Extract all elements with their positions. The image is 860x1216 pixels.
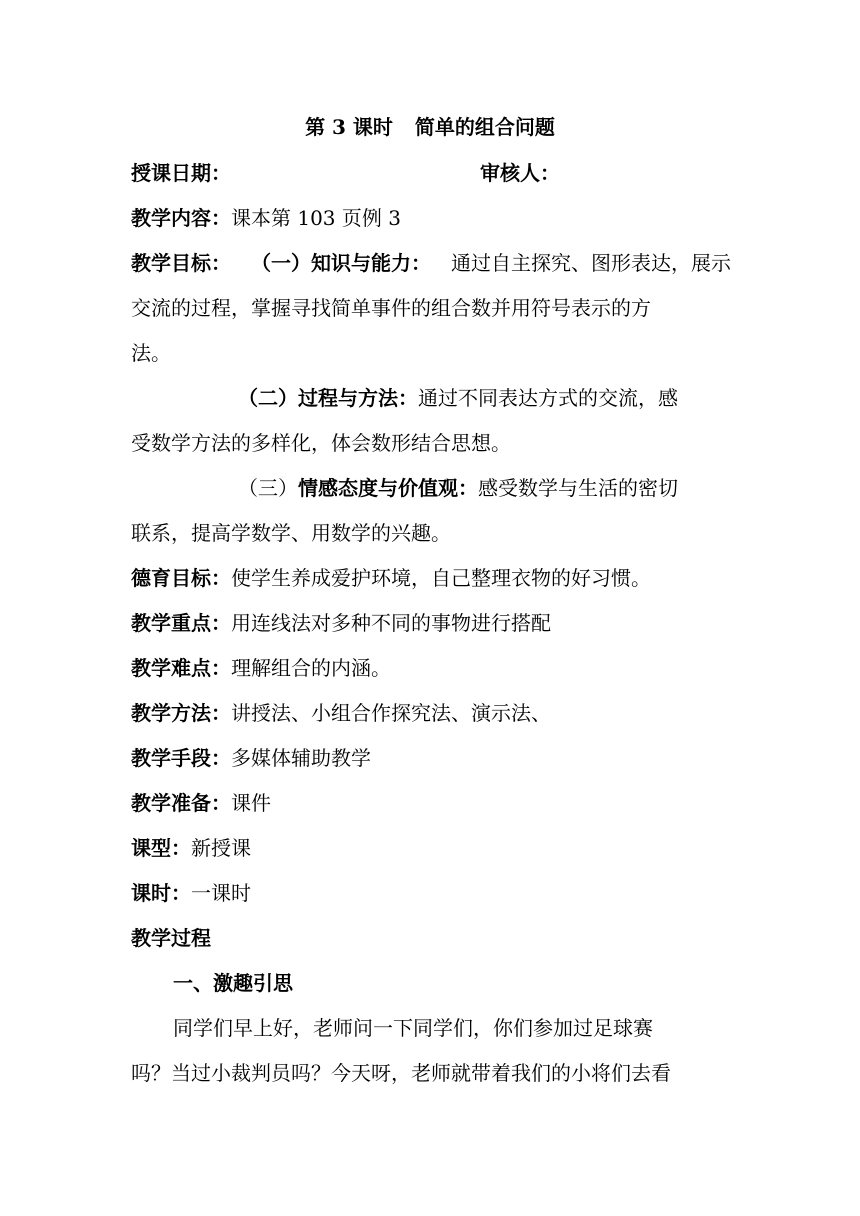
hours-label: 课时： (131, 881, 191, 905)
method-row (131, 698, 731, 728)
objective-2-label: （二）过程与方法： (238, 386, 418, 410)
moral-row (131, 563, 731, 593)
difficulty-value: 理解组合的内涵。 (231, 656, 391, 680)
objective-3-line-1 (238, 473, 731, 503)
section-heading: 一、激趣引思 (173, 971, 293, 995)
prep-value: 课件 (231, 791, 271, 815)
difficulty-label: 教学难点： (131, 656, 231, 680)
means-value: 多媒体辅助教学 (231, 746, 371, 770)
reviewer-label: 审核人： (480, 161, 560, 185)
content-value: 课本第 103 页例 3 (231, 206, 401, 230)
objective-3-text: 感受数学与生活的密切 (478, 476, 678, 500)
objectives-line-3 (131, 338, 731, 368)
paragraph-line-1: 同学们早上好，老师问一下同学们，你们参加过足球赛 (173, 1016, 653, 1040)
objective-1-label: （一）知识与能力： (251, 251, 431, 275)
objective-2-text: 通过不同表达方式的交流，感 (418, 386, 678, 410)
prep-row (131, 788, 731, 818)
hours-row (131, 878, 731, 908)
type-row (131, 833, 731, 863)
prep-label: 教学准备： (131, 791, 231, 815)
hours-value: 一课时 (191, 881, 251, 905)
lesson-number: 第 3 课时 (305, 115, 393, 139)
objectives-line-1 (131, 248, 731, 278)
lesson-title (0, 112, 860, 142)
meta-row (131, 158, 731, 188)
content-row (131, 203, 731, 233)
objective-3-prefix: （三） (238, 476, 298, 500)
objective-3-text-cont: 联系，提高学数学、用数学的兴趣。 (131, 521, 451, 545)
method-label: 教学方法： (131, 701, 231, 725)
date-label: 授课日期： (131, 161, 231, 185)
objective-1-text-cont: 交流的过程，掌握寻找简单事件的组合数并用符号表示的方 (131, 296, 651, 320)
objective-2-text-cont: 受数学方法的多样化，体会数形结合思想。 (131, 431, 511, 455)
moral-value: 使学生养成爱护环境，自己整理衣物的好习惯。 (231, 566, 651, 590)
means-label: 教学手段： (131, 746, 231, 770)
objectives-label: 教学目标： (131, 251, 231, 275)
objective-1-text-end: 法。 (131, 341, 171, 365)
difficulty-row (131, 653, 731, 683)
moral-label: 德育目标： (131, 566, 231, 590)
lesson-topic: 简单的组合问题 (414, 115, 555, 139)
key-point-label: 教学重点： (131, 611, 231, 635)
objective-1-text: 通过自主探究、图形表达，展示 (451, 251, 731, 275)
type-label: 课型： (131, 836, 191, 860)
means-row (131, 743, 731, 773)
objective-2-line-1 (238, 383, 731, 413)
process-heading: 教学过程 (131, 926, 211, 950)
objectives-line-2 (131, 293, 731, 323)
paragraph-line-2: 吗？当过小裁判员吗？今天呀，老师就带着我们的小将们去看 (131, 1061, 671, 1085)
content-label: 教学内容： (131, 206, 231, 230)
method-value: 讲授法、小组合作探究法、演示法、 (231, 701, 551, 725)
objective-2-line-2 (131, 428, 731, 458)
type-value: 新授课 (191, 836, 251, 860)
key-point-row (131, 608, 731, 638)
objective-3-label: 情感态度与价值观： (298, 476, 478, 500)
key-point-value: 用连线法对多种不同的事物进行搭配 (231, 611, 551, 635)
objective-3-line-2 (131, 518, 731, 548)
